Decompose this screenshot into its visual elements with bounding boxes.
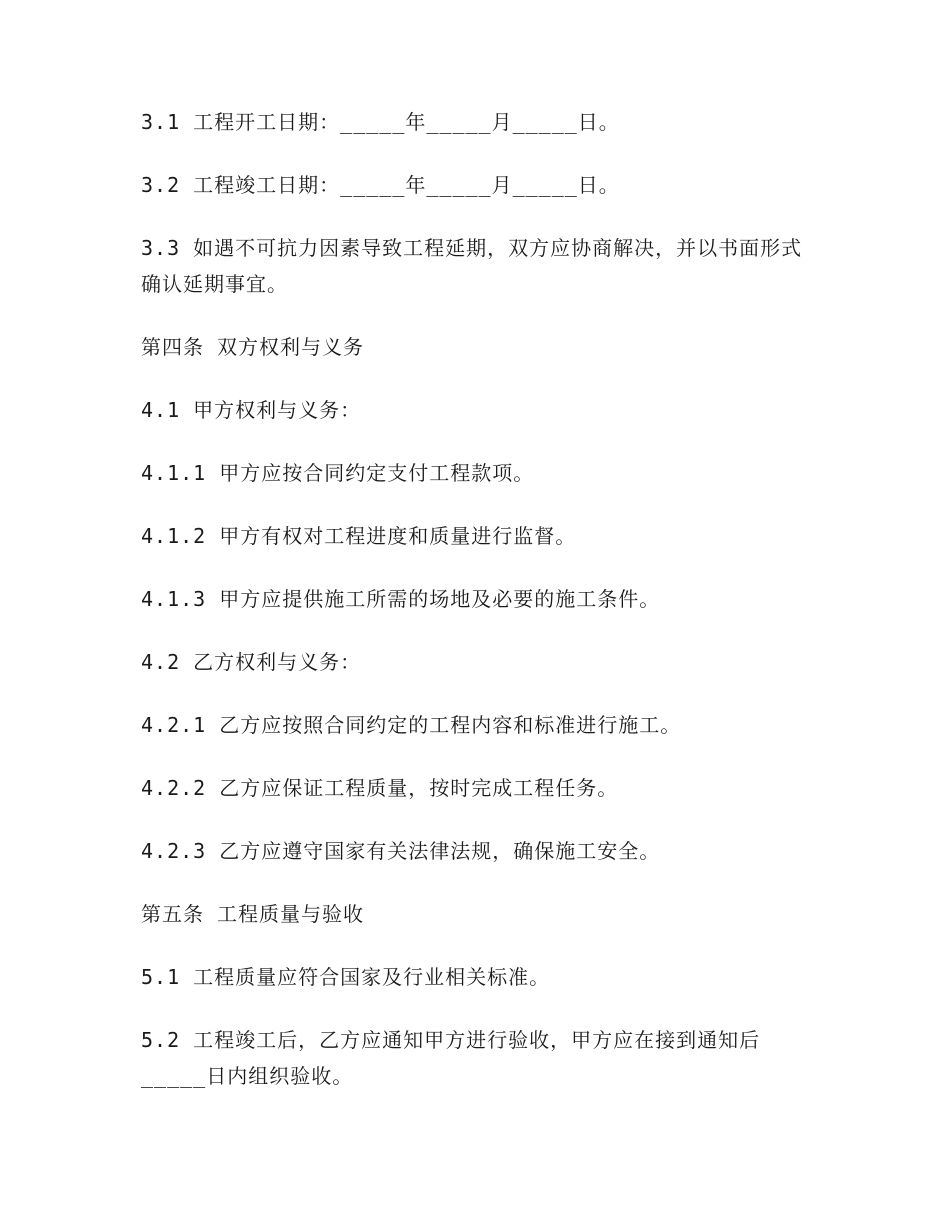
clause-4-2: 4.2 乙方权利与义务：: [141, 650, 362, 674]
clause-4-2-3: 4.2.3 乙方应遵守国家有关法律法规，确保施工安全。: [141, 839, 661, 863]
clause-4-2-1: 4.2.1 乙方应按照合同约定的工程内容和标准进行施工。: [141, 713, 682, 737]
document-body: [141, 104, 821, 1121]
clause-3-2: 3.2 工程竣工日期：_____年_____月_____日。: [141, 173, 620, 197]
article-5-heading: 第五条 工程质量与验收: [141, 902, 365, 926]
clause-3-3: 3.3 如遇不可抗力因素导致工程延期，双方应协商解决，并以书面形式确认延期事宜。: [141, 236, 803, 296]
clause-5-2: 5.2 工程竣工后，乙方应通知甲方进行验收，甲方应在接到通知后_____日内组织验收。: [141, 1028, 761, 1088]
article-4-heading: 第四条 双方权利与义务: [141, 335, 365, 359]
clause-5-1: 5.1 工程质量应符合国家及行业相关标准。: [141, 965, 551, 989]
clause-3-1: 3.1 工程开工日期：_____年_____月_____日。: [141, 110, 620, 134]
clause-4-2-2: 4.2.2 乙方应保证工程质量，按时完成工程任务。: [141, 776, 619, 800]
clause-4-1-1: 4.1.1 甲方应按合同约定支付工程款项。: [141, 461, 535, 485]
clause-4-1: 4.1 甲方权利与义务：: [141, 398, 362, 422]
clause-4-1-3: 4.1.3 甲方应提供施工所需的场地及必要的施工条件。: [141, 587, 661, 611]
clause-4-1-2: 4.1.2 甲方有权对工程进度和质量进行监督。: [141, 524, 577, 548]
